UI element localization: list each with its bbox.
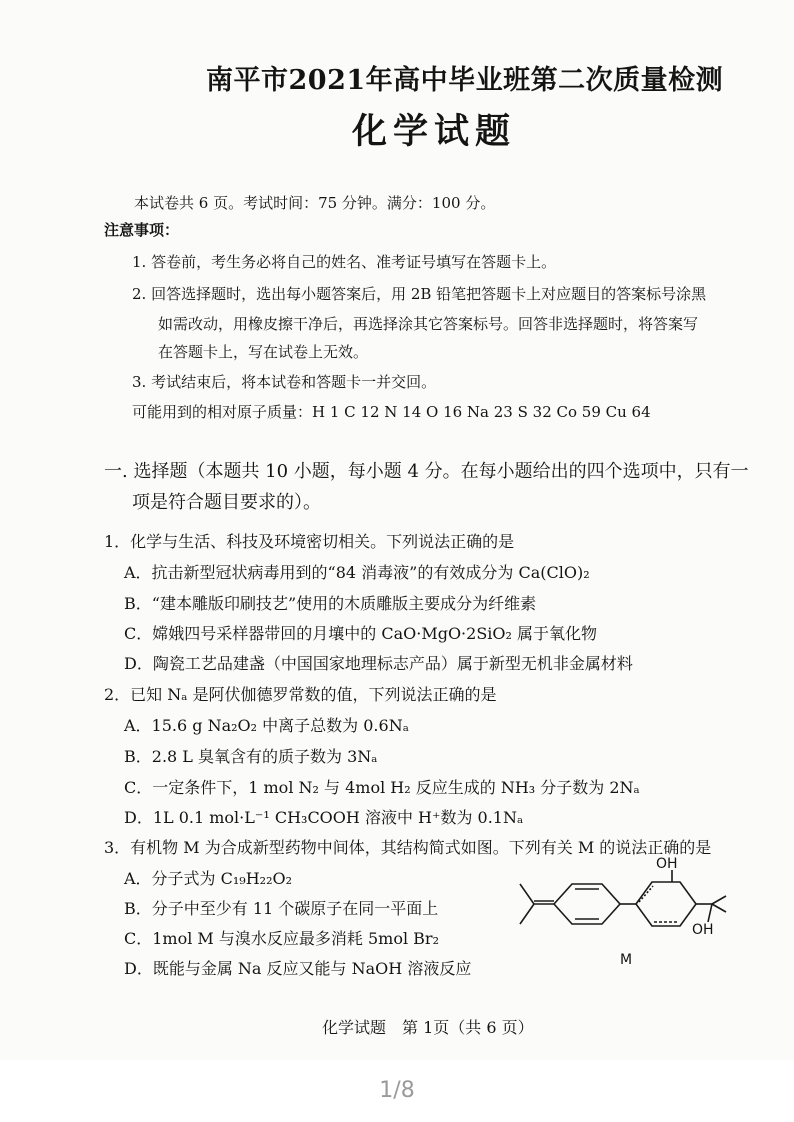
exam-info: 本试卷共 6 页。考试时间：75 分钟。满分：100 分。 <box>134 194 496 212</box>
exam-title: 南平市2021年高中毕业班第二次质量检测 <box>206 65 724 96</box>
question-2-option-a: A．15.6 g Na₂O₂ 中离子总数为 0.6Nₐ <box>124 716 409 735</box>
question-2-option-d: D．1L 0.1 mol·L⁻¹ CH₃COOH 溶液中 H⁺数为 0.1Nₐ <box>124 808 524 827</box>
question-2-option-b: B．2.8 L 臭氧含有的质子数为 3Nₐ <box>124 747 378 766</box>
question-3-option-a: A．分子式为 C₁₉H₂₂O₂ <box>124 869 293 888</box>
question-2-option-c: C．一定条件下，1 mol N₂ 与 4mol H₂ 反应生成的 NH₃ 分子数为 2Nₐ <box>124 778 640 797</box>
question-1-option-d: D．陶瓷工艺品建盏（中国国家地理标志产品）属于新型无机非金属材料 <box>124 654 633 673</box>
question-3-option-d: D．既能与金属 Na 反应又能与 NaOH 溶液反应 <box>124 959 472 978</box>
page-indicator: 1/8 <box>379 1078 415 1103</box>
question-1-stem: 1．化学与生活、科技及环境密切相关。下列说法正确的是 <box>104 532 515 551</box>
section-heading: 一. 选择题（本题共 10 小题，每小题 4 分。在每小题给出的四个选项中，只有一 <box>104 461 749 482</box>
molecule-oh-bottom: OH <box>692 922 714 938</box>
notice-2: 2. 回答选择题时，选出每小题答案后，用 2B 铅笔把答题卡上对应题目的答案标号涂黑 <box>132 285 707 303</box>
notice-title: 注意事项： <box>104 221 180 239</box>
question-3-option-b: B．分子中至少有 11 个碳原子在同一平面上 <box>124 899 439 918</box>
question-2-stem: 2．已知 Nₐ 是阿伏伽德罗常数的值，下列说法正确的是 <box>104 685 497 704</box>
question-1-option-b: B．“建本雕版印刷技艺”使用的木质雕版主要成分为纤维素 <box>124 594 537 613</box>
notice-2-cont: 如需改动，用橡皮擦干净后，再选择涂其它答案标号。回答非选择题时，将答案写 <box>158 315 699 333</box>
atomic-masses: 可能用到的相对原子质量：H 1 C 12 N 14 O 16 Na 23 S 32 Co 59 Cu 64 <box>132 403 651 421</box>
question-3-option-c: C．1mol M 与溴水反应最多消耗 5mol Br₂ <box>124 929 439 948</box>
notice-3: 3. 考试结束后，将本试卷和答题卡一并交回。 <box>132 373 437 391</box>
question-1-option-a: A．抗击新型冠状病毒用到的“84 消毒液”的有效成分为 Ca(ClO)₂ <box>124 563 590 582</box>
page-footer: 化学试题 第 1页（共 6 页） <box>322 1018 534 1037</box>
molecule-oh-top: OH <box>656 856 678 872</box>
notice-2-end: 在答题卡上，写在试卷上无效。 <box>158 343 369 361</box>
notice-1: 1. 答卷前，考生务必将自己的姓名、准考证号填写在答题卡上。 <box>132 253 557 271</box>
subject-title: 化学试题 <box>352 111 517 152</box>
question-3-stem: 3．有机物 M 为合成新型药物中间体，其结构简式如图。下列有关 M 的说法正确的是 <box>104 838 712 857</box>
section-heading-cont: 项是符合题目要求的）。 <box>132 492 321 513</box>
molecule-label: M <box>620 952 633 968</box>
question-1-option-c: C．嫦娥四号采样器带回的月壤中的 CaO·MgO·2SiO₂ 属于氧化物 <box>124 624 598 643</box>
